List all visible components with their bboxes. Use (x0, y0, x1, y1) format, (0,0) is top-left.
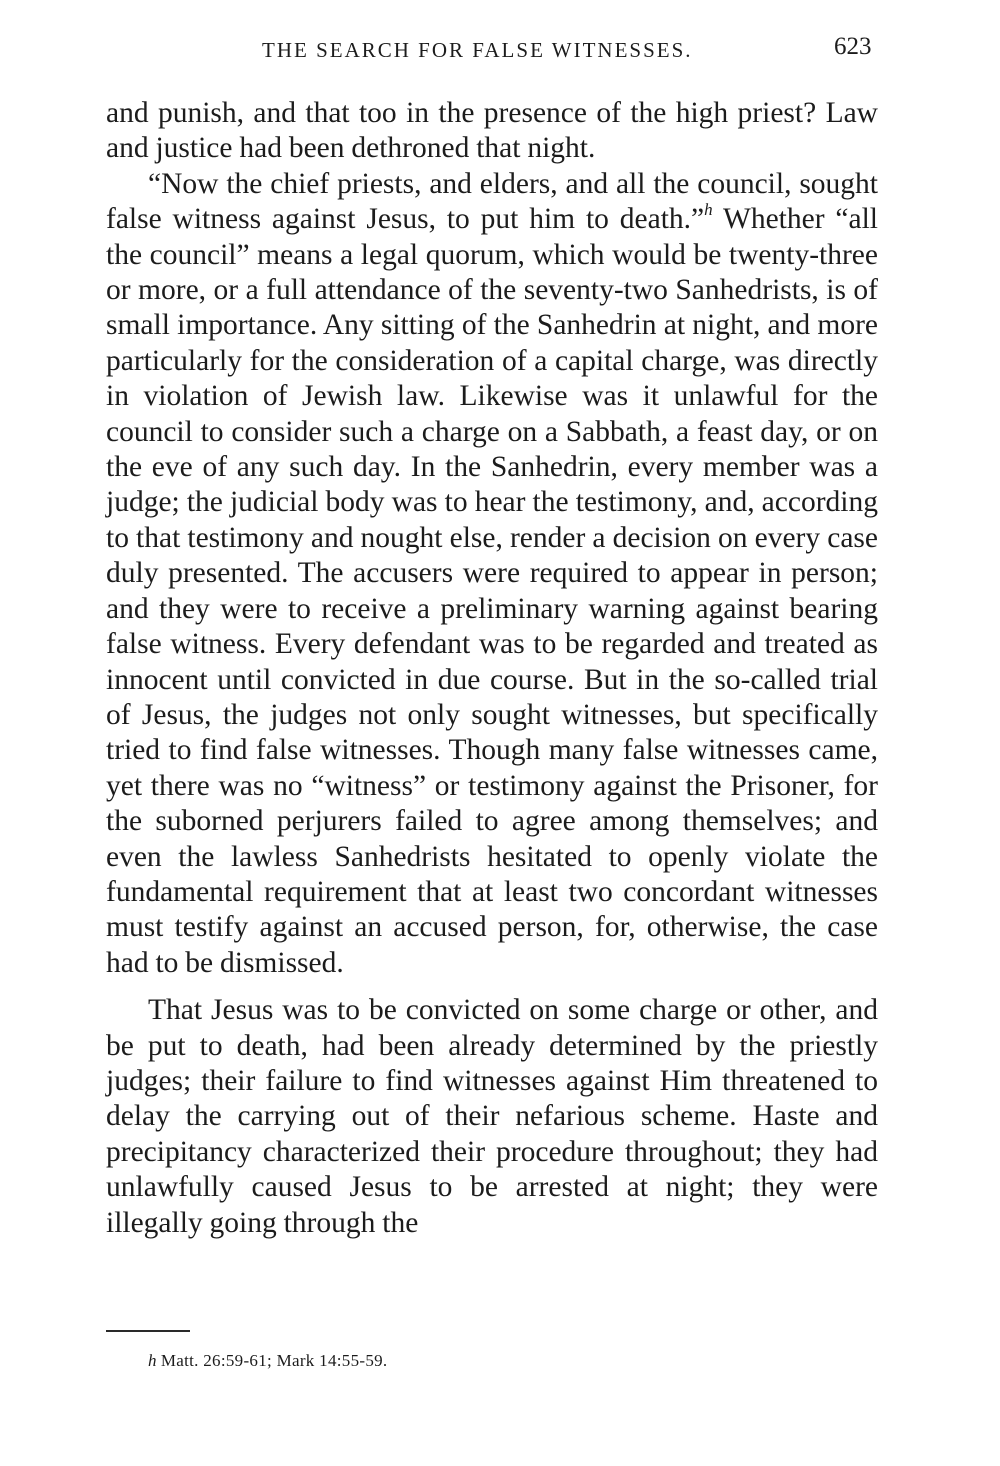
page-number: 623 (834, 33, 872, 60)
footnote (148, 1351, 387, 1371)
paragraph-council (106, 167, 878, 981)
footnote-reference: h (704, 200, 713, 220)
body-text (106, 96, 878, 1241)
running-title: THE SEARCH FOR FALSE WITNESSES. (262, 38, 693, 62)
paragraph-conviction: That Jesus was to be convicted on some charge or other, and be put to death, had been already determined by the priestly judges; their failure to find witnesses against Him threatened to delay the carrying out of their nefarious scheme. Haste and precipitancy characterized their procedure throughout; they had unlawfully caused Jesus to be arrested at night; they were illegally going through the (106, 994, 878, 1239)
paragraph-council-body: Whether “all the council” means a legal quorum, which would be twenty-three or more, or a full attendance of the seventy-two Sanhedrists, is of small importance. Any sitting of the Sanhedrin at night, and more particularly for the consideration of a capital charge, was directly in violation of Jewish law. Likewise was it unlawful for the council to consider such a charge on a Sabbath, a feast day, or on the eve of any such day. In the Sanhedrin, every member was a judge; the judicial body was to hear the testimony, and, according to that testimony and nought else, render a decision on every case duly presented. The accusers were required to appear in person; and they were to receive a preliminary warning against bearing false witness. Every defendant was to be regarded and treated as innocent until convicted in due course. But in the so-called trial of Jesus, the judges not only sought witnesses, but specifically tried to find false witnesses. Though many false witnesses came, yet there was no “witness” or testimony against the Prisoner, for the suborned perjurers failed to agree among themselves; and even the lawless Sanhedrists hesitated to openly violate the fundamental requirement that at least two concordant witnesses must testify against an accused person, for, otherwise, the case had to be dismissed. (106, 203, 878, 979)
footnote-mark: h (148, 1351, 157, 1370)
paragraph-continuation: and punish, and that too in the presence of the high priest? Law and justice had been dethroned that night. (106, 97, 878, 165)
paragraph-council-quote: “Now the chief priests, and elders, and all the council, sought false witness against Jesus, to put him to death.” (106, 167, 878, 236)
footnote-divider (106, 1330, 190, 1332)
footnote-text: Matt. 26:59-61; Mark 14:55-59. (160, 1351, 388, 1370)
